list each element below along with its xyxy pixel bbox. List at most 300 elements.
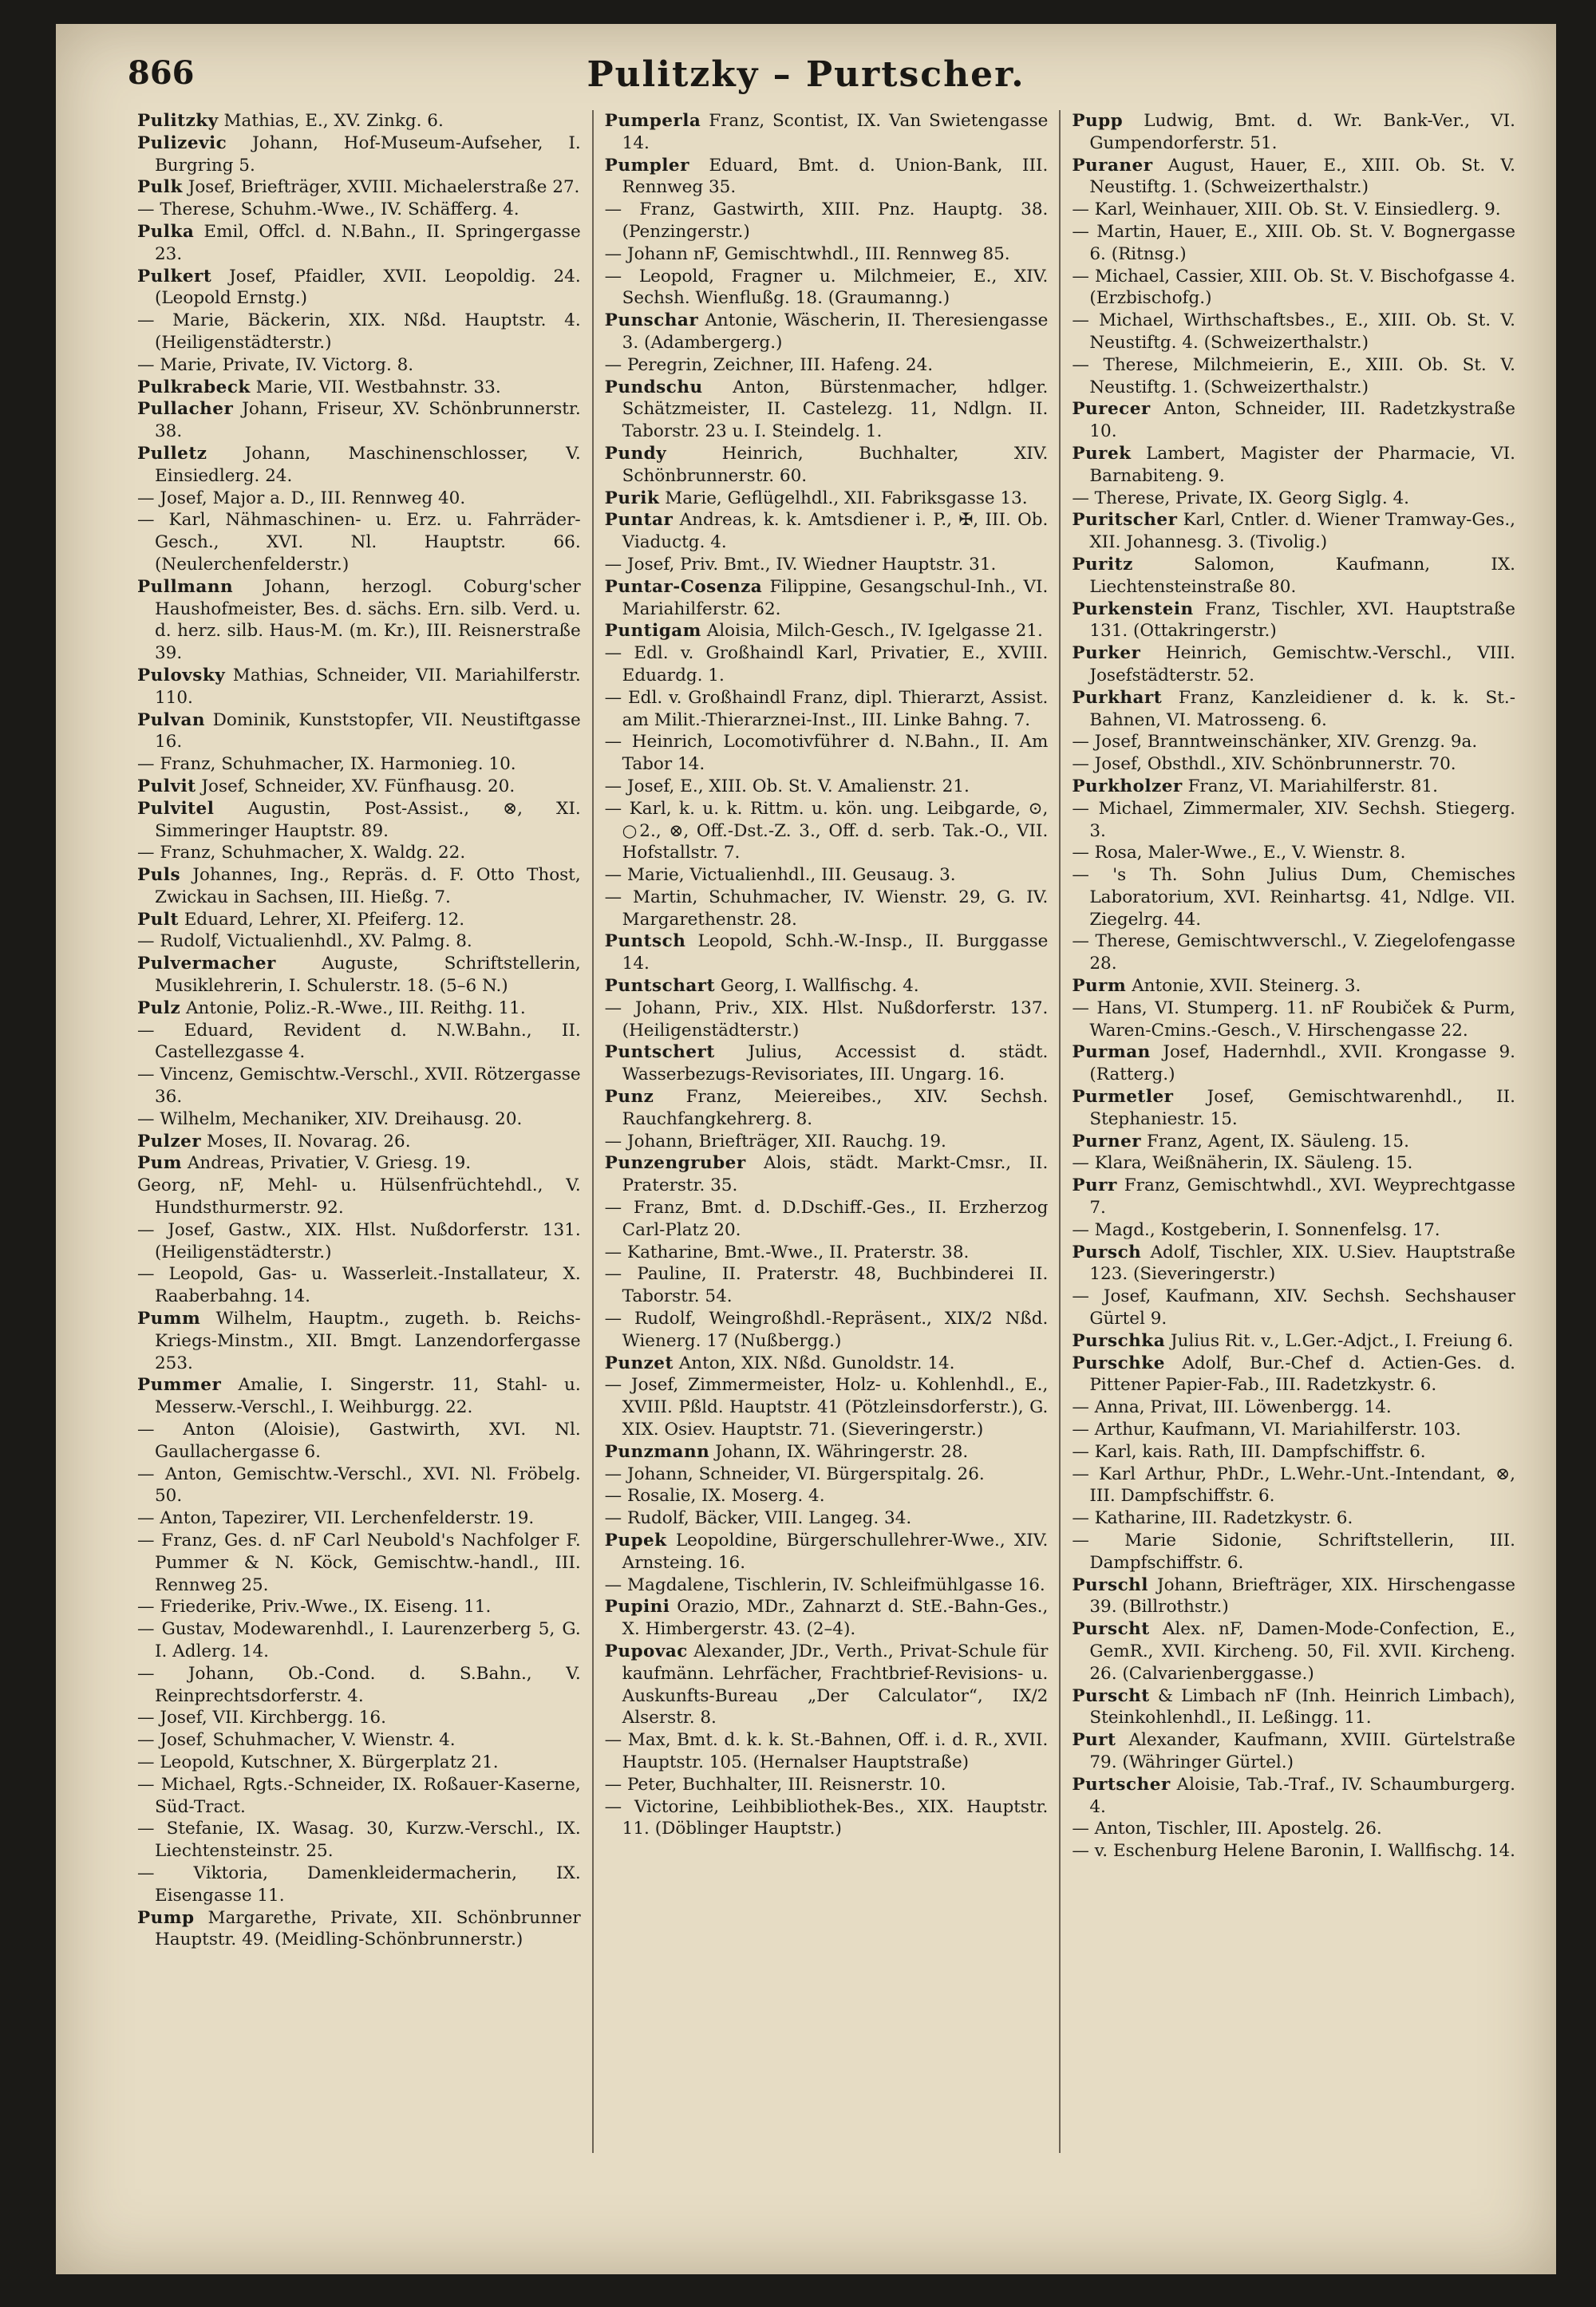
entry-text: Filippine, Gesangschul-Inh., VI. Mariahilferstr. 62. [622, 576, 1049, 619]
directory-entry [137, 310, 581, 354]
entry-text: — Josef, VII. Kirchbergg. 16. [137, 1708, 386, 1728]
directory-entry [137, 377, 581, 399]
entry-text: Julius Rit. v., L.Ger.-Adjct., I. Freiung 6. [1165, 1330, 1514, 1351]
directory-entry [1072, 488, 1515, 510]
directory-entry [1072, 1175, 1515, 1219]
directory-entry [605, 1464, 1049, 1486]
directory-entry [605, 1197, 1049, 1242]
entry-text: Alex. nF, Damen-Mode-Confection, E., GemR., XVII. Kircheng. 50, Fil. XVII. Kircheng. 26. (Calvarienberggasse.) [1089, 1619, 1516, 1684]
directory-entry [605, 1729, 1049, 1774]
directory-entry [605, 1574, 1049, 1597]
entry-surname: Pulizevic [137, 132, 227, 153]
directory-entry [1072, 798, 1515, 843]
entry-text: — Michael, Cassier, XIII. Ob. St. V. Bischofgasse 4. (Erzbischofg.) [1072, 266, 1516, 309]
directory-entry [1072, 1530, 1515, 1574]
entry-text: Marie, Geflügelhdl., XII. Fabriksgasse 13. [659, 488, 1028, 508]
directory-entry [605, 997, 1049, 1042]
entry-text: & Limbach nF (Inh. Heinrich Limbach), Steinkohlenhdl., II. Leßingg. 11. [1089, 1685, 1516, 1728]
directory-entry [137, 1907, 581, 1952]
directory-entry [605, 864, 1049, 887]
directory-entry [137, 1507, 581, 1530]
directory-entry [1072, 1419, 1515, 1441]
directory-entry [1072, 997, 1515, 1042]
entry-surname: Pupek [604, 1531, 667, 1551]
entry-text: Julius, Accessist d. städt. Wasserbezugs-Revisoriates, III. Ungarg. 16. [622, 1042, 1049, 1085]
entry-text: Franz, Kanzleidiener d. k. k. St.-Bahnen, VI. Matrosseng. 6. [1089, 687, 1516, 730]
directory-entry [1072, 598, 1515, 643]
entry-text: Antonie, Poliz.-R.-Wwe., III. Reithg. 11. [180, 997, 526, 1018]
directory-entry [605, 1485, 1049, 1507]
directory-entry [137, 488, 581, 510]
directory-entry [1072, 1041, 1515, 1086]
entry-text: Anton, Bürstenmacher, hdlger. Schätzmeister, II. Castelezg. 11, Ndlgn. II. Taborstr. 23 u. I. Steindelg. 1. [622, 377, 1049, 442]
entry-text: — Eduard, Revident d. N.W.Bahn., II. Castellezgasse 4. [137, 1020, 581, 1063]
entry-text: — Pauline, II. Praterstr. 48, Buchbinderei II. Taborstr. 54. [604, 1264, 1049, 1307]
directory-entry [605, 488, 1049, 510]
entry-text: — Magd., Kostgeberin, I. Sonnenfelsg. 17. [1072, 1219, 1440, 1240]
entry-surname: Pulkrabeck [137, 377, 251, 397]
entry-surname: Pupp [1072, 111, 1124, 131]
directory-entry [137, 176, 581, 199]
directory-entry [1072, 554, 1515, 598]
entry-text: Leopold, Schh.-W.-Insp., II. Burggasse 14. [622, 931, 1049, 974]
entry-text: — Josef, E., XIII. Ob. St. V. Amalienstr. 21. [604, 776, 970, 796]
directory-entry [137, 842, 581, 864]
entry-text: Johann, Briefträger, XIX. Hirschengasse 39. (Billrothstr.) [1089, 1574, 1516, 1618]
directory-entry [605, 243, 1049, 266]
entry-surname: Pulvermacher [137, 954, 276, 974]
entry-text: — Martin, Hauer, E., XIII. Ob. St. V. Bognergasse 6. (Ritnsg.) [1072, 221, 1516, 264]
directory-entry [137, 1530, 581, 1596]
directory-entry [1072, 975, 1515, 997]
entry-text: — Marie, Private, IV. Victorg. 8. [137, 354, 414, 375]
entry-surname: Puntsch [604, 931, 686, 952]
column-2 [594, 110, 1061, 2153]
entry-text: — Vincenz, Gemischtw.-Verschl., XVII. Rötzergasse 36. [137, 1065, 581, 1108]
entry-surname: Puntar-Cosenza [604, 576, 763, 597]
directory-entry [1072, 864, 1515, 930]
directory-entry [137, 266, 581, 310]
entry-text: — Martin, Schuhmacher, IV. Wienstr. 29, G. IV. Margarethenstr. 28. [604, 887, 1049, 930]
directory-entry [605, 798, 1049, 864]
entry-surname: Purmetler [1072, 1087, 1174, 1108]
directory-entry [1072, 354, 1515, 399]
directory-entry [137, 1818, 581, 1863]
entry-text: — Josef, Kaufmann, XIV. Sechsh. Sechshauser Gürtel 9. [1072, 1286, 1516, 1329]
entry-surname: Purik [604, 488, 660, 508]
entry-text: Auguste, Schriftstellerin, Musiklehrerin, I. Schulerstr. 18. (5–6 N.) [155, 954, 581, 997]
entry-surname: Pulitzky [137, 111, 219, 131]
entry-text: Wilhelm, Hauptm., zugeth. b. Reichs-Kriegs-Minstm., XII. Bmgt. Lanzendorfergasse 253. [155, 1309, 581, 1373]
entry-surname: Puritscher [1072, 510, 1178, 531]
directory-entry [137, 798, 581, 843]
entry-surname: Pundy [604, 443, 667, 464]
entry-text: — Anton, Tapezirer, VII. Lerchenfelderstr. 19. [137, 1508, 535, 1529]
directory-entry [137, 709, 581, 754]
entry-text: Alexander, JDr., Verth., Privat-Schule für kaufmänn. Lehrfächer, Frachtbrief-Revisions- u. Auskunfts-Bureau „Der Calculator“, IX/2 Alserstr. 8. [622, 1641, 1049, 1728]
entry-surname: Pummer [137, 1375, 222, 1396]
directory-entry [137, 1863, 581, 1907]
entry-surname: Purschke [1072, 1353, 1165, 1373]
entry-text: — Anna, Privat, III. Löwenbergg. 14. [1072, 1397, 1392, 1418]
entry-surname: Pumm [137, 1309, 201, 1329]
directory-entry [1072, 1286, 1515, 1330]
entry-surname: Pum [137, 1153, 183, 1174]
entry-surname: Purm [1072, 976, 1127, 997]
directory-entry [605, 1041, 1049, 1086]
directory-entry [1072, 443, 1515, 488]
directory-entry [137, 1774, 581, 1819]
running-head: Pulitzky – Purtscher. [587, 54, 1025, 95]
entry-text: Georg, nF, Mehl- u. Hülsenfrüchtehdl., V. Hundsthurmerstr. 92. [137, 1175, 581, 1219]
entry-surname: Purschl [1072, 1574, 1148, 1595]
directory-page [56, 24, 1556, 2274]
directory-entry [137, 1308, 581, 1374]
entry-text: Aloisie, Tab.-Traf., IV. Schaumburgerg. 4. [1089, 1774, 1516, 1817]
entry-text: Marie, VII. Westbahnstr. 33. [250, 377, 501, 397]
directory-entry [1072, 1152, 1515, 1175]
directory-entry [137, 909, 581, 931]
entry-text: — Karl Arthur, PhDr., L.Wehr.-Unt.-Intendant, ⊗, III. Dampfschiffstr. 6. [1072, 1464, 1516, 1507]
page-header [56, 54, 1556, 110]
directory-entry [137, 997, 581, 1020]
entry-text: Josef, Hadernhdl., XVII. Krongasse 9. (Ratterg.) [1089, 1042, 1516, 1085]
directory-entry [1072, 509, 1515, 554]
entry-text: — Rudolf, Bäcker, VIII. Langeg. 34. [604, 1508, 912, 1529]
entry-text: — Karl, kais. Rath, III. Dampfschiffstr. 6. [1072, 1441, 1426, 1462]
directory-entry [137, 953, 581, 997]
entry-surname: Pulka [137, 221, 195, 242]
directory-entry [605, 576, 1049, 621]
entry-text: Franz, VI. Mariahilferstr. 81. [1182, 776, 1438, 796]
directory-entry [1072, 1131, 1515, 1153]
directory-entry [137, 930, 581, 953]
directory-entry [137, 1752, 581, 1774]
entry-surname: Puntar [604, 510, 674, 531]
entry-text: — Johann nF, Gemischtwhdl., III. Rennweg 85. [604, 243, 1010, 264]
entry-text: — Anton (Aloisie), Gastwirth, XVI. Nl. Gaullachergasse 6. [137, 1420, 581, 1462]
directory-entry [1072, 221, 1515, 266]
entry-surname: Pupovac [604, 1641, 688, 1661]
entry-surname: Purner [1072, 1131, 1142, 1152]
entry-text: Heinrich, Gemischtw.-Verschl., VIII. Josefstädterstr. 52. [1089, 643, 1516, 685]
entry-text: — Rosalie, IX. Moserg. 4. [604, 1486, 825, 1507]
entry-surname: Purschka [1072, 1330, 1166, 1351]
entry-text: — Hans, VI. Stumperg. 11. nF Roubiček & Purm, Waren-Cmins.-Gesch., V. Hirschengasse 22. [1072, 997, 1516, 1041]
entry-surname: Puls [137, 865, 181, 886]
entry-surname: Pullacher [137, 399, 234, 420]
directory-entry [605, 1796, 1049, 1841]
entry-surname: Pulkert [137, 266, 212, 286]
directory-entry [1072, 1464, 1515, 1508]
entry-text: Anton, XIX. Nßd. Gunoldstr. 14. [673, 1353, 955, 1373]
directory-entry [605, 975, 1049, 997]
entry-surname: Pundschu [604, 377, 703, 397]
entry-text: — Franz, Ges. d. nF Carl Neubold's Nachfolger F. Pummer & N. Köck, Gemischtw.-handl., III. Rennweg 25. [137, 1531, 581, 1595]
entry-text: — Josef, Branntweinschänker, XIV. Grenzg. 9a. [1072, 732, 1478, 753]
entry-text: — Therese, Gemischtwverschl., V. Ziegelofengasse 28. [1072, 931, 1516, 974]
entry-text: Josef, Schneider, XV. Fünfhausg. 20. [196, 776, 516, 796]
entry-text: Antonie, XVII. Steinerg. 3. [1126, 976, 1361, 997]
entry-text: Augustin, Post-Assist., ⊗, XI. Simmeringer Hauptstr. 89. [155, 798, 581, 841]
directory-entry [137, 199, 581, 221]
entry-text: — Anton, Tischler, III. Apostelg. 26. [1072, 1819, 1382, 1839]
entry-text: Adolf, Bur.-Chef d. Actien-Ges. d. Pittener Papier-Fab., III. Radetzkystr. 6. [1089, 1353, 1516, 1396]
entry-text: — Arthur, Kaufmann, VI. Mariahilferstr. 103. [1072, 1420, 1461, 1440]
entry-surname: Puntschart [604, 976, 716, 997]
directory-entry [1072, 1441, 1515, 1464]
entry-text: — Klara, Weißnäherin, IX. Säuleng. 15. [1072, 1153, 1413, 1174]
directory-entry [137, 398, 581, 443]
entry-surname: Pulovsky [137, 665, 226, 685]
entry-text: Johannes, Ing., Repräs. d. F. Otto Thost, Zwickau in Sachsen, III. Hießg. 7. [155, 865, 581, 907]
directory-entry [605, 377, 1049, 443]
entry-text: — Therese, Milchmeierin, E., XIII. Ob. St. V. Neustiftg. 1. (Schweizerthalstr.) [1072, 354, 1516, 397]
entry-text: Emil, Offcl. d. N.Bahn., II. Springergasse 23. [155, 221, 581, 264]
entry-text: Franz, Meiereibes., XIV. Sechsh. Rauchfangkehrerg. 8. [622, 1087, 1049, 1129]
entry-text: Leopoldine, Bürgerschullehrer-Wwe., XIV. Arnsteing. 16. [622, 1531, 1049, 1573]
directory-entry [137, 1108, 581, 1131]
entry-text: — Michael, Zimmermaler, XIV. Sechsh. Stiegerg. 3. [1072, 798, 1516, 841]
directory-entry [605, 354, 1049, 377]
entry-text: — Peter, Buchhalter, III. Reisnerstr. 10. [604, 1774, 946, 1795]
entry-surname: Punschar [604, 310, 699, 331]
entry-text: Lambert, Magister der Pharmacie, VI. Barnabiteng. 9. [1089, 443, 1516, 486]
entry-text: — Victorine, Leihbibliothek-Bes., XIX. Hauptstr. 11. (Döblinger Hauptstr.) [604, 1796, 1049, 1839]
entry-text: Margarethe, Private, XII. Schönbrunner Hauptstr. 49. (Meidling-Schönbrunnerstr.) [155, 1907, 581, 1950]
entry-text: Mathias, E., XV. Zinkg. 6. [218, 111, 444, 131]
entry-text: — Gustav, Modewarenhdl., I. Laurenzerberg 5, G. I. Adlerg. 14. [137, 1619, 581, 1661]
entry-text: — Viktoria, Damenkleidermacherin, IX. Eisengasse 11. [137, 1863, 581, 1906]
directory-entry [605, 887, 1049, 931]
entry-surname: Pursch [1072, 1242, 1142, 1262]
directory-entry [605, 1596, 1049, 1641]
directory-entry [1072, 1219, 1515, 1242]
entry-text: — v. Eschenburg Helene Baronin, I. Wallfischg. 14. [1072, 1841, 1516, 1862]
entry-text: — Johann, Ob.-Cond. d. S.Bahn., V. Reinprechtsdorferstr. 4. [137, 1663, 581, 1706]
entry-text: Franz, Gemischtwhdl., XVI. Weyprechtgasse 7. [1089, 1175, 1516, 1219]
entry-surname: Puntigam [604, 621, 701, 642]
column-1 [126, 110, 594, 2153]
entry-surname: Pulvitel [137, 798, 215, 819]
entry-text: — 's Th. Sohn Julius Dum, Chemisches Laboratorium, XVI. Reinhartsg. 41, Ndlge. VII. Ziegelrg. 44. [1072, 865, 1516, 930]
entry-text: — Johann, Priv., XIX. Hlst. Nußdorferstr. 137. (Heiligenstädterstr.) [604, 997, 1049, 1041]
entry-text: — Marie Sidonie, Schriftstellerin, III. Dampfschiffstr. 6. [1072, 1531, 1516, 1573]
directory-entry [605, 930, 1049, 975]
entry-text: — Franz, Schuhmacher, X. Waldg. 22. [137, 843, 466, 863]
entry-text: Karl, Cntler. d. Wiener Tramway-Ges., XII. Johannesg. 3. (Tivolig.) [1089, 510, 1516, 553]
entry-surname: Purt [1072, 1730, 1116, 1751]
entry-text: — Karl, Nähmaschinen- u. Erz. u. Fahrräder-Gesch., XVI. Nl. Hauptstr. 66. (Neulerchenfelderstr.) [137, 510, 581, 575]
entry-text: Alexander, Kaufmann, XVIII. Gürtelstraße 79. (Währinger Gürtel.) [1089, 1730, 1516, 1772]
entry-surname: Purkholzer [1072, 776, 1183, 796]
directory-entry [1072, 1242, 1515, 1286]
entry-text: — Franz, Schuhmacher, IX. Harmonieg. 10. [137, 754, 516, 775]
directory-entry [1072, 753, 1515, 776]
entry-text: — Josef, Schuhmacher, V. Wienstr. 4. [137, 1730, 456, 1751]
entry-text: — Edl. v. Großhaindl Franz, dipl. Thierarzt, Assist. am Milit.-Thierarznei-Inst., III. Linke Bahng. 7. [604, 687, 1049, 730]
entry-text: Johann, Maschinenschlosser, V. Einsiedlerg. 24. [155, 443, 581, 486]
directory-entry [605, 443, 1049, 488]
directory-entry [605, 1152, 1049, 1197]
directory-entry [137, 576, 581, 665]
directory-entry [605, 199, 1049, 243]
entry-text: Amalie, I. Singerstr. 11, Stahl- u. Messerw.-Verschl., I. Weihburgg. 22. [155, 1375, 581, 1418]
directory-entry [605, 266, 1049, 310]
directory-entry [605, 1308, 1049, 1353]
directory-entry [1072, 1507, 1515, 1530]
entry-text: — Peregrin, Zeichner, III. Hafeng. 24. [604, 354, 934, 375]
directory-entry [1072, 776, 1515, 798]
entry-surname: Punzengruber [604, 1153, 746, 1174]
directory-entry [605, 110, 1049, 155]
entry-text: — Rosa, Maler-Wwe., E., V. Wienstr. 8. [1072, 843, 1406, 863]
directory-entry [605, 1441, 1049, 1464]
entry-text: — Leopold, Kutschner, X. Bürgerplatz 21. [137, 1752, 499, 1772]
directory-entry [137, 1618, 581, 1663]
directory-entry [605, 1374, 1049, 1440]
entry-text: Georg, I. Wallfischg. 4. [715, 976, 919, 997]
entry-text: — Leopold, Fragner u. Milchmeier, E., XIV. Sechsh. Wienflußg. 18. (Graumanng.) [604, 266, 1049, 309]
directory-entry [1072, 1353, 1515, 1397]
entry-text: Aloisia, Milch-Gesch., IV. Igelgasse 21. [701, 621, 1043, 642]
directory-columns [126, 110, 1527, 2153]
entry-surname: Purtscher [1072, 1774, 1171, 1795]
directory-entry [137, 776, 581, 798]
directory-entry [1072, 1840, 1515, 1863]
directory-entry [605, 509, 1049, 554]
directory-entry [137, 753, 581, 776]
entry-surname: Purkhart [1072, 687, 1163, 708]
entry-text: — Leopold, Gas- u. Wasserleit.-Installateur, X. Raaberbahng. 14. [137, 1264, 581, 1307]
directory-entry [137, 1729, 581, 1752]
entry-text: — Franz, Gastwirth, XIII. Pnz. Hauptg. 38. (Penzingerstr.) [604, 199, 1049, 242]
entry-text: Antonie, Wäscherin, II. Theresiengasse 3. (Adambergerg.) [622, 310, 1049, 353]
directory-entry [1072, 731, 1515, 753]
entry-surname: Pult [137, 909, 179, 930]
directory-entry [1072, 842, 1515, 864]
entry-surname: Purman [1072, 1042, 1151, 1063]
entry-text: Andreas, k. k. Amtsdiener i. P., ✠, III. Ob. Viaductg. 4. [622, 510, 1049, 553]
entry-surname: Purr [1072, 1175, 1117, 1196]
entry-surname: Punzet [604, 1353, 674, 1373]
entry-text: — Michael, Wirthschaftsbes., E., XIII. Ob. St. V. Neustiftg. 4. (Schweizerthalstr.) [1072, 310, 1516, 353]
directory-entry [1072, 1818, 1515, 1840]
entry-surname: Puraner [1072, 155, 1153, 176]
entry-surname: Pulvit [137, 776, 196, 796]
directory-entry [1072, 1618, 1515, 1685]
entry-surname: Punzmann [604, 1441, 710, 1462]
entry-text: — Max, Bmt. d. k. k. St.-Bahnen, Off. i. d. R., XVII. Hauptstr. 105. (Hernalser Hauptstraße) [604, 1730, 1049, 1772]
entry-text: Dominik, Kunststopfer, VII. Neustiftgasse 16. [155, 709, 581, 753]
directory-entry [137, 110, 581, 132]
directory-entry [137, 132, 581, 177]
entry-surname: Purecer [1072, 399, 1151, 420]
entry-text: August, Hauer, E., XIII. Ob. St. V. Neustiftg. 1. (Schweizerthalstr.) [1089, 155, 1516, 198]
directory-entry [605, 1530, 1049, 1574]
directory-entry [137, 665, 581, 709]
entry-text: — Michael, Rgts.-Schneider, IX. Roßauer-Kaserne, Süd-Tract. [137, 1774, 581, 1817]
directory-entry [1072, 199, 1515, 221]
directory-entry [137, 1596, 581, 1618]
entry-text: — Marie, Bäckerin, XIX. Nßd. Hauptstr. 4. (Heiligenstädterstr.) [137, 310, 581, 353]
directory-entry [1072, 398, 1515, 443]
entry-surname: Purscht [1072, 1619, 1150, 1640]
directory-entry [605, 1242, 1049, 1264]
directory-entry [605, 776, 1049, 798]
entry-surname: Purscht [1072, 1685, 1150, 1706]
entry-text: — Anton, Gemischtw.-Verschl., XVI. Nl. Fröbelg. 50. [137, 1464, 581, 1507]
entry-surname: Purkenstein [1072, 598, 1194, 619]
entry-text: Alois, städt. Markt-Cmsr., II. Praterstr. 35. [622, 1153, 1049, 1196]
directory-entry [137, 443, 581, 488]
entry-text: Eduard, Lehrer, XI. Pfeiferg. 12. [178, 909, 465, 930]
directory-entry [1072, 110, 1515, 155]
entry-text: — Karl, k. u. k. Rittm. u. kön. ung. Leibgarde, ⊙, ○2., ⊗, Off.-Dst.-Z. 3., Off. d. serb. Tak.-O., VII. Hofstallstr. 7. [604, 798, 1049, 863]
entry-text: — Stefanie, IX. Wasag. 30, Kurzw.-Verschl., IX. Liechtensteinstr. 25. [137, 1819, 581, 1862]
entry-text: — Therese, Schuhm.-Wwe., IV. Schäfferg. 4. [137, 199, 519, 220]
entry-text: Salomon, Kaufmann, IX. Liechtensteinstraße 80. [1089, 554, 1516, 597]
directory-entry [605, 1353, 1049, 1375]
entry-text: Mathias, Schneider, VII. Mariahilferstr. 110. [155, 665, 581, 708]
directory-entry [1072, 642, 1515, 687]
entry-text: — Josef, Priv. Bmt., IV. Wiedner Hauptstr. 31. [604, 554, 997, 575]
directory-entry [1072, 687, 1515, 732]
entry-surname: Purker [1072, 643, 1141, 664]
directory-entry [605, 1131, 1049, 1153]
entry-text: — Heinrich, Locomotivführer d. N.Bahn., II. Am Tabor 14. [604, 732, 1049, 775]
directory-entry [137, 1152, 581, 1175]
entry-surname: Pumperla [604, 111, 701, 131]
directory-entry [605, 687, 1049, 732]
directory-entry [1072, 266, 1515, 310]
directory-entry [137, 1219, 581, 1264]
directory-entry [605, 155, 1049, 199]
entry-surname: Punz [604, 1087, 654, 1108]
directory-entry [605, 1507, 1049, 1530]
entry-text: Josef, Gemischtwarenhdl., II. Stephaniestr. 15. [1089, 1087, 1516, 1129]
entry-text: — Johann, Schneider, VI. Bürgerspitalg. 26. [604, 1464, 985, 1484]
entry-surname: Purek [1072, 443, 1132, 464]
directory-entry [137, 1131, 581, 1153]
entry-text: — Magdalene, Tischlerin, IV. Schleifmühlgasse 16. [604, 1574, 1045, 1595]
directory-entry [137, 509, 581, 575]
entry-text: Adolf, Tischler, XIX. U.Siev. Hauptstraße 123. (Sieveringerstr.) [1089, 1242, 1516, 1285]
entry-surname: Pullmann [137, 576, 234, 597]
directory-entry [605, 554, 1049, 576]
directory-entry [1072, 1396, 1515, 1419]
entry-text: Andreas, Privatier, V. Griesg. 19. [182, 1153, 472, 1174]
entry-text: Orazio, MDr., Zahnarzt d. StE.-Bahn-Ges., X. Himbergerstr. 43. (2–4). [622, 1597, 1049, 1640]
entry-text: — Josef, Gastw., XIX. Hlst. Nußdorferstr. 131. (Heiligenstädterstr.) [137, 1219, 581, 1262]
directory-entry [137, 1263, 581, 1308]
entry-text: — Marie, Victualienhdl., III. Geusaug. 3. [604, 865, 956, 886]
directory-entry [137, 864, 581, 909]
entry-text: Moses, II. Novarag. 26. [201, 1131, 411, 1152]
directory-entry [1072, 930, 1515, 975]
entry-text: — Wilhelm, Mechaniker, XIV. Dreihausg. 20. [137, 1108, 523, 1129]
directory-entry [1072, 155, 1515, 199]
entry-surname: Pulletz [137, 443, 207, 464]
entry-text: Ludwig, Bmt. d. Wr. Bank-Ver., VI. Gumpendorferstr. 51. [1089, 111, 1516, 153]
directory-entry [137, 354, 581, 377]
directory-entry [137, 1707, 581, 1729]
entry-text: — Franz, Bmt. d. D.Dschiff.-Ges., II. Erzherzog Carl-Platz 20. [604, 1198, 1049, 1240]
directory-entry [1072, 310, 1515, 354]
directory-entry [1072, 1086, 1515, 1131]
directory-entry [605, 310, 1049, 354]
entry-surname: Puritz [1072, 554, 1133, 575]
